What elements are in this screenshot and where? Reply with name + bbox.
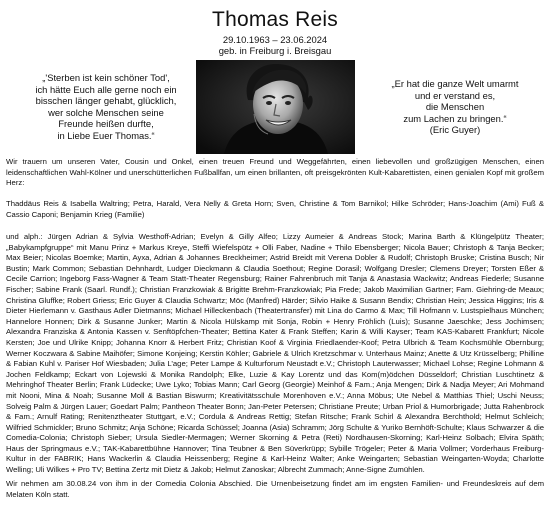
family-paragraph: Thaddäus Reis & Isabella Waltring; Petra, Harald, Vera Nelly & Greta Horn; Sven, Christine & Tom Barnikol; Hilke Schröder; Hans-Joachim (Ami) Fuß & Cassio Caponi; Benjamin Krieg (Familie) <box>6 199 544 219</box>
quote-line: die Menschen <box>425 101 485 113</box>
tribute-quote <box>374 78 536 136</box>
quote-line: bisschen länger gehabt, glücklich, <box>35 95 177 107</box>
quote-line: „Er hat die ganze Welt umarmt <box>391 78 519 89</box>
quote-author: (Eric Guyer) <box>429 124 481 136</box>
birthplace: geb. in Freiburg i. Breisgau <box>218 45 332 56</box>
life-dates: 29.10.1963 – 23.06.2024 <box>222 34 328 45</box>
quote-line: „'Sterben ist kein schöner Tod', <box>42 72 170 83</box>
quote-line: wer solche Menschen seine <box>48 106 164 118</box>
quote-line: in Liebe Euer Thomas.“ <box>57 129 155 141</box>
life-dates-block <box>0 34 550 56</box>
farewell-quote <box>28 72 184 142</box>
quote-line: Freunde heißen durfte, <box>58 118 154 130</box>
portrait-illustration <box>196 60 355 154</box>
portrait-photo <box>196 60 355 154</box>
quote-line: und er verstand es, <box>414 89 496 101</box>
deceased-name: Thomas Reis <box>212 8 338 31</box>
intro-paragraph: Wir trauern um unseren Vater, Cousin und Onkel, einen treuen Freund und Weggefährten, einen liebevollen und großzügigen Menschen, einen leidenschaftlichen Wahl-Kölner und unerschütterlichen Fußballfan, um einen brillanten, oft preisgekrönten Kult-Kabarettisten, einen genialen Kopf mit großem Herz: <box>6 157 544 188</box>
quote-line: zum Lachen zu bringen.“ <box>403 112 507 124</box>
quote-line: ich hätte Euch alle gerne noch ein <box>35 83 177 95</box>
friends-paragraph: und alph.: Jürgen Adrian & Sylvia Westhoff-Adrian; Evelyn & Gilly Alfeo; Lizzy Aumeier & Andreas Stock; Marina Barth & Klüngelpütz Theater; „Babykampfgruppe“ mit Manu Prinz + Markus Kreye, Steffi Wiefelspütz + Olli Faber, Nadine + Thilo Ebensberger; Nicola Bauer; Christoph & Tanja Becker; Max Beier; Nicolas Boemke; Martin, Ayxa, Adrian & Johannes Breckheimer; Astrid Breidt mit Verena Dobler & Rudolf; Christoph Bruske; Cristina Busch; Nir Bustin; Mark Common; Sebastian Dehnhardt, Ludger Dieckmann & Claudia Soethout; Regine Dorasil; Wolfgang Dresler; Clemens Dreyer; Torsten Eßer & Cecile Carrion; Ingeborg Fass-Wagner & Team Statt-Theater Regensburg; Rainer Fahrenbruch mit Tanja & Anastasia Wackwitz; Andreas Fiederle; Susanne Fischer; Sabine Frank (Saarl. Rundf.); Christian Franzkowiak & Brigitte Brehm-Franzkowiak; Pia Frede; Jakob Maximilian Gartner; Fam. Giehring-de Meaux; Christina Gluffke; Robert Griess; Eric Guyer & Claudia Schwartz; Möc (Manfred) Härder; Silvio Haike & Susann Bendix; Christian Hein; Jessica Higgins; Iris & Dieter Hierlemann v. Gasthaus Adler Dietmanns; Michael Hilleckenbach (Theatertransfer) mit Lina do Carmo & Max; Till Hofmann v. Lustspielhaus München; Hannelore Honnen; Dirk & Susanne Junker; Martin & Nicola Hülskamp mit Sonja, Robin + Henry Fröhlich (Luis); Susanne Jaeschke; Jess Jochimsen; Alexandra Franziska & Antonia Kassen v. Senftöpfchen-Theater; Bettina Kater & Frank Steffen; Karin & Willi Kayser; Team KAS-Kabarett Frankfurt; Nicole Kersten; Joe und Ulrike Knipp; Johanna Knorr & Herbert Fritz; Christian Koof & Virginia Friedlaender-Koof; Petra Ulbrich & Team Kochsmühle Obernburg; Werner Koczwara & Sabine Maihöfer; Simone Konjeing; Kerstin Köhler; Gabriele & Ulrich Kretzschmar v. Unterhaus Mainz; Anette & Utz Krüsselberg; Philline & Fabian Kuhl v. Pariser Hof Wiesbaden; Julia L’age; Peter Lampe & Kulturforum Neustadt e.V.; Christoph Lauterwasser; Michael Lohse; Regine Lohmann & Jochen Feldkamp; Eckart von Lojewski & Monika Randolph; Elke, Luzie & Kay Lorentz und das Kom(m)ödchen Düsseldorf; Christian Luschtinetz & Mehringhof Theater Berlin; Frank Lüdecke; Uwe Lyko; Tobias Mann; Carl Georg (Georgie) Meinhof & Fam.; Anja Mengen; Dirk & Nadja Meyer; Ari Mohmand mit Nooni, Mina & Noah; Susanne Moll & Bastian Biswurm; Kreativitätsschule Morenhoven e.V.; Anna Möbus; Ute Nebel & Matthias Thiel; Uschi Neuss; Solveig Palm & Jürgen Lauer; Goedart Palm; Pantheon Theater Bonn; Jan-Peter Petersen; Christiane Preute; Urban Priol & Humorbrigade; Jutta Rahenbrock & Fam.; Arnulf Rating; Renitenztheater Stuttgart, e.V.; Cordula & Andreas Rettig; Stefan Ritsche; Frank Schirl & Alexandra Berchthold; Helmut Schleich; Wilfried Schmickler; Bruno Schmitz; Anja Schöne; Ricarda Schüssel; Joanna (Asia) Schramm; Jörg Schulte & Yuriko Bernhöft-Schulte; Klaus Schwarzer & die Comedia-Colonia; Christoph Sieber; Ursula Siedler-Mermagen; Werner Skorning & Petra (Reti) Nordhausen-Skorning; Karl-Heinz Solbach; Elvira Späth; Haus der Springmaus e.V.; TAK-Kabarettbühne Hannover; Tina Teubner & Ben Süverkrüpp; Sybille Trögeler; Peter & Maria Vollmer; Vorderhaus Freiburg-Kultur in der FABRIK; Hans Wackerlin & Claudia Heissenberg; Regine & Karl-Heinz Walter; Anke Weingarten; Sebastian Weingarten-Woyda; Charlotte Welling; Uli Wilkes + Pro TV; Bettina Zertz mit Dietz & Jakob; Helmut Zanoskar; Albrecht Zummach; Anne-Signe Zumühlen. <box>6 232 544 475</box>
closing-paragraph: Wir nehmen am 30.08.24 von ihm in der Comedia Colonia Abschied. Die Urnenbeisetzung findet am im engsten Familien- und Freundeskreis auf dem Melaten Köln statt. <box>6 479 544 499</box>
